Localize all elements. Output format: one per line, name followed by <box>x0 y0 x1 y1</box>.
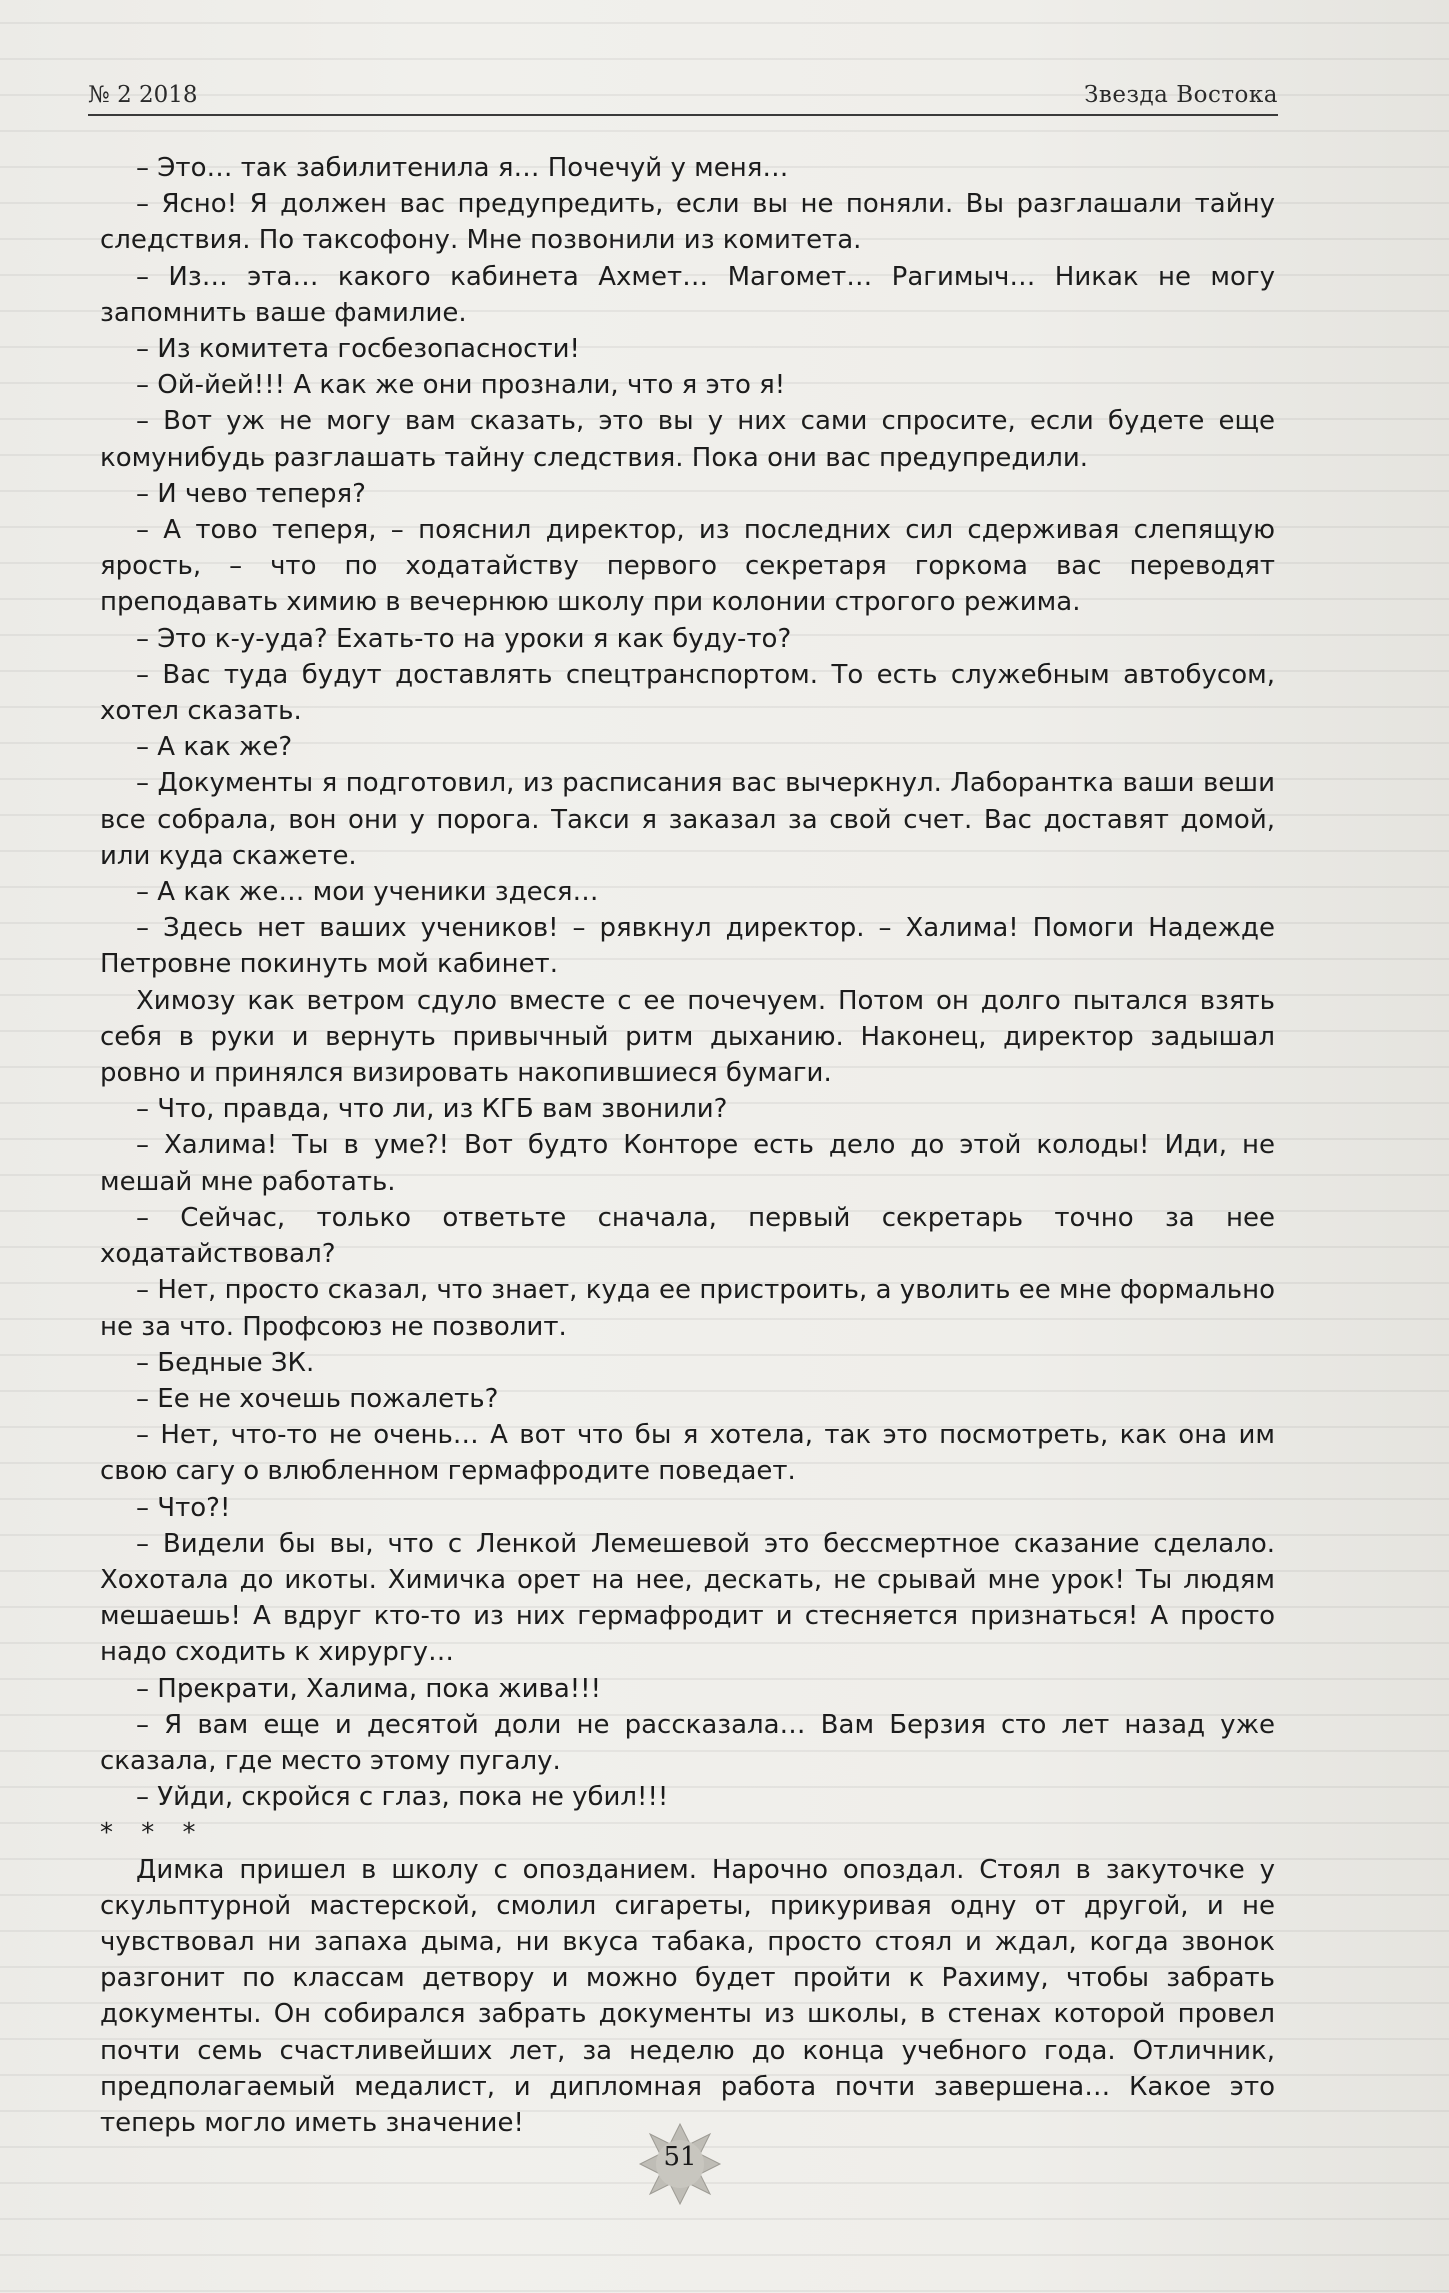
paragraph: – Это к-у-уда? Ехать-то на уроки я как буду-то? <box>136 623 792 654</box>
paragraph: – Что, правда, что ли, из КГБ вам звонили? <box>136 1094 728 1125</box>
paragraph: – Сейчас, только ответьте сначала, первый секретарь точно за нее ходатайствовал? <box>100 1202 1275 1270</box>
paragraph: – Прекрати, Халима, пока жива!!! <box>136 1673 602 1704</box>
issue-label: № 2 2018 <box>88 82 198 108</box>
paragraph: Химозу как ветром сдуло вместе с ее почечуем. Потом он долго пытался взять себя в руки и вернуть привычный ритм дыханию. Наконец, директор задышал ровно и принялся визировать накопившиеся бумаги. <box>100 985 1275 1089</box>
running-header <box>88 82 1278 118</box>
paragraph: – Здесь нет ваших учеников! – рявкнул директор. – Халима! Помоги Надежде Петровне покинуть мой кабинет. <box>100 913 1275 980</box>
paragraph: – Уйди, скройся с глаз, пока не убил!!! <box>136 1782 669 1813</box>
paragraph: – Документы я подготовил, из расписания вас вычеркнул. Лаборантка ваши веши все собрала, вон они у порога. Такси я заказал за свой счет. Вас доставят домой, или куда скажете. <box>100 768 1275 871</box>
paragraph: – Из комитета госбезопасности! <box>136 334 580 365</box>
paragraph: – Нет, что-то не очень… А вот что бы я хотела, так это посмотреть, как она им свою сагу о влюбленном гермафродите поведает. <box>100 1420 1275 1487</box>
paragraph: – А как же? <box>136 732 293 763</box>
paragraph: – И чево теперя? <box>136 478 366 509</box>
paragraph: – Ой-йей!!! А как же они прознали, что я это я! <box>136 370 786 401</box>
section-separator: * * * <box>100 1818 206 1849</box>
paragraph: Димка пришел в школу с опозданием. Нарочно опоздал. Стоял в закуточке у скульптурной мастерской, смолил сигареты, прикуривая одну от другой, и не чувствовал ни запаха дыма, ни вкуса табака, просто стоял и ждал, когда звонок разгонит по классам детвору и можно будет пройти к Рахиму, чтобы забрать документы. Он собирался забрать документы из школы, в стенах которой провел почти семь счастливейших лет, за неделю до конца учебного года. Отличник, предполагаемый медалист, и дипломная работа почти завершена… Какое это теперь могло иметь значение! <box>100 1854 1275 2138</box>
paragraph: – Нет, просто сказал, что знает, куда ее пристроить, а уволить ее мне формально не за что. Профсоюз не позволит. <box>100 1275 1275 1342</box>
paragraph: – Вот уж не могу вам сказать, это вы у них сами спросите, если будете еще комунибудь разглашать тайну следствия. Пока они вас предупредили. <box>100 406 1275 473</box>
paragraph: – Ее не хочешь пожалеть? <box>136 1383 499 1414</box>
paragraph: – А как же… мои ученики здеся… <box>136 877 599 908</box>
article-body <box>100 150 1275 2141</box>
page-number-badge <box>638 2122 722 2206</box>
page-number: 51 <box>663 2142 697 2172</box>
paragraph: – А тово теперя, – пояснил директор, из последних сил сдерживая слепящую ярость, – что по ходатайству первого секретаря горкома вас переводят преподавать химию в вечернюю школу при колонии строгого режима. <box>100 515 1275 618</box>
paragraph: – Видели бы вы, что с Ленкой Лемешевой это бессмертное сказание сделало. Хохотала до икоты. Химичка орет на нее, дескать, не срывай мне урок! Ты людям мешаешь! А вдруг кто-то из них гермафродит и стесняется признаться! А просто надо сходить к хирургу… <box>100 1528 1275 1668</box>
paragraph: – Это… так забилитенила я… Почечуй у меня… <box>136 153 789 183</box>
paragraph: – Я вам еще и десятой доли не рассказала… Вам Берзия сто лет назад уже сказала, где место этому пугалу. <box>100 1709 1275 1776</box>
paragraph: – Халима! Ты в уме?! Вот будто Конторе есть дело до этой колоды! Иди, не мешай мне работать. <box>100 1130 1275 1197</box>
paragraph: – Бедные ЗК. <box>136 1347 315 1378</box>
paragraph: – Ясно! Я должен вас предупредить, если вы не поняли. Вы разглашали тайну следствия. По таксофону. Мне позвонили из комитета. <box>100 189 1275 256</box>
paragraph: – Вас туда будут доставлять спецтранспортом. То есть служебным автобусом, хотел сказать. <box>100 659 1275 727</box>
journal-title: Звезда Востока <box>1084 82 1278 108</box>
paragraph: – Что?! <box>136 1492 231 1523</box>
header-rule <box>88 114 1278 116</box>
paragraph: – Из… эта… какого кабинета Ахмет… Магомет… Рагимыч… Никак не могу запомнить ваше фамилие. <box>100 261 1275 328</box>
